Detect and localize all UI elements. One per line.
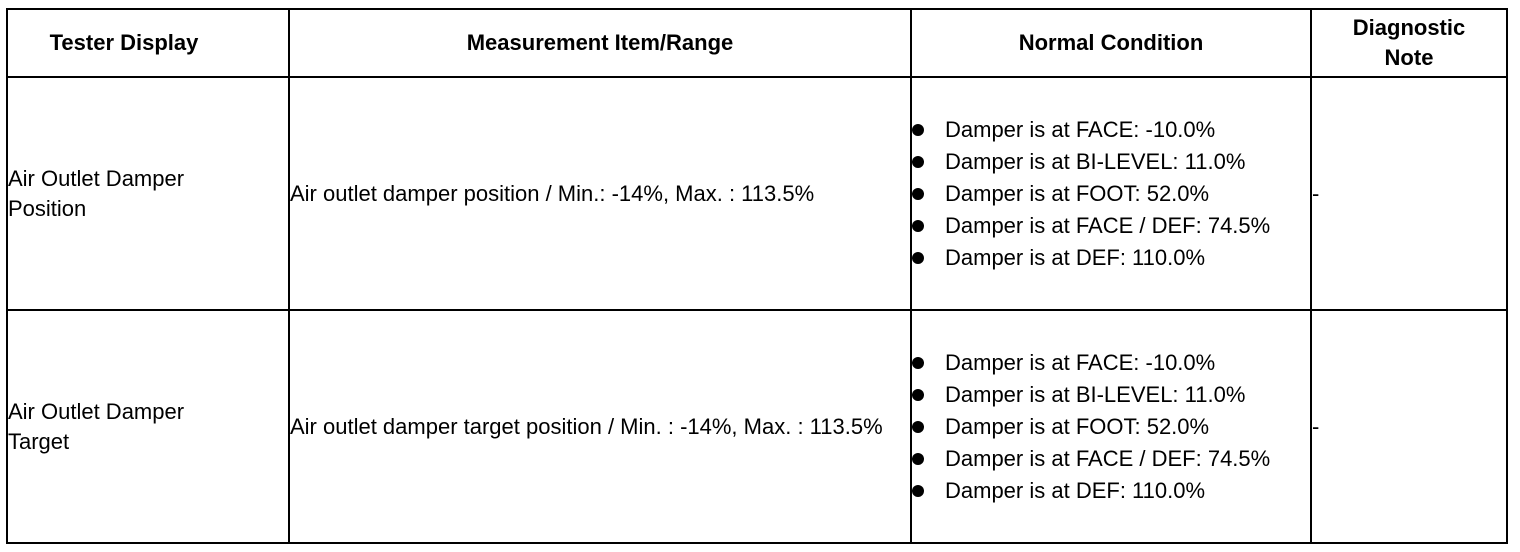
bullet-icon	[912, 156, 924, 168]
table-header	[7, 9, 1507, 77]
measurement-item-cell	[289, 77, 911, 310]
condition-list	[912, 348, 1310, 506]
table-row	[7, 77, 1507, 310]
condition-text: Damper is at BI-LEVEL: 11.0%	[945, 381, 1246, 407]
table-body	[7, 77, 1507, 543]
measurement-item-text: Air outlet damper position / Min.: -14%, Max. : 113.5%	[290, 180, 815, 206]
condition-item	[912, 444, 1310, 474]
condition-text: Damper is at BI-LEVEL: 11.0%	[945, 148, 1246, 174]
tester-display-cell	[7, 77, 289, 310]
header-row	[7, 9, 1507, 77]
diagnostic-note-cell	[1311, 310, 1507, 543]
condition-text: Damper is at FACE / DEF: 74.5%	[945, 212, 1271, 238]
condition-text: Damper is at FOOT: 52.0%	[945, 180, 1210, 206]
condition-item	[912, 476, 1310, 506]
header-normal-condition: Normal Condition	[911, 9, 1311, 77]
condition-item	[912, 211, 1310, 241]
bullet-icon	[912, 124, 924, 136]
condition-item	[912, 412, 1310, 442]
condition-item	[912, 179, 1310, 209]
normal-condition-cell	[911, 310, 1311, 543]
condition-text: Damper is at FACE: -10.0%	[945, 349, 1216, 375]
diagnostic-note-text: -	[1312, 180, 1320, 206]
normal-condition-cell	[911, 77, 1311, 310]
bullet-icon	[912, 389, 924, 401]
tester-display-text: Air Outlet Damper Target	[8, 398, 185, 454]
tester-display-text: Air Outlet Damper Position	[8, 165, 185, 221]
condition-item	[912, 115, 1310, 145]
bullet-icon	[912, 188, 924, 200]
condition-item	[912, 348, 1310, 378]
condition-text: Damper is at DEF: 110.0%	[945, 477, 1206, 503]
bullet-icon	[912, 421, 924, 433]
bullet-icon	[912, 252, 924, 264]
bullet-icon	[912, 453, 924, 465]
measurement-item-cell	[289, 310, 911, 543]
measurement-item-text: Air outlet damper target position / Min. : -14%, Max. : 113.5%	[290, 413, 883, 439]
condition-text: Damper is at FOOT: 52.0%	[945, 413, 1210, 439]
condition-list	[912, 115, 1310, 273]
data-list-table	[6, 8, 1508, 544]
condition-item	[912, 380, 1310, 410]
condition-item	[912, 147, 1310, 177]
bullet-icon	[912, 220, 924, 232]
table-row	[7, 310, 1507, 543]
condition-text: Damper is at DEF: 110.0%	[945, 244, 1206, 270]
diagnostic-note-text: -	[1312, 413, 1320, 439]
tester-display-cell	[7, 310, 289, 543]
diagnostic-note-cell	[1311, 77, 1507, 310]
header-measurement-item: Measurement Item/Range	[289, 9, 911, 77]
condition-item	[912, 243, 1310, 273]
bullet-icon	[912, 357, 924, 369]
condition-text: Damper is at FACE / DEF: 74.5%	[945, 445, 1271, 471]
bullet-icon	[912, 485, 924, 497]
header-tester-display: Tester Display	[7, 9, 289, 77]
condition-text: Damper is at FACE: -10.0%	[945, 116, 1216, 142]
header-diagnostic-note: Diagnostic Note	[1311, 9, 1507, 77]
